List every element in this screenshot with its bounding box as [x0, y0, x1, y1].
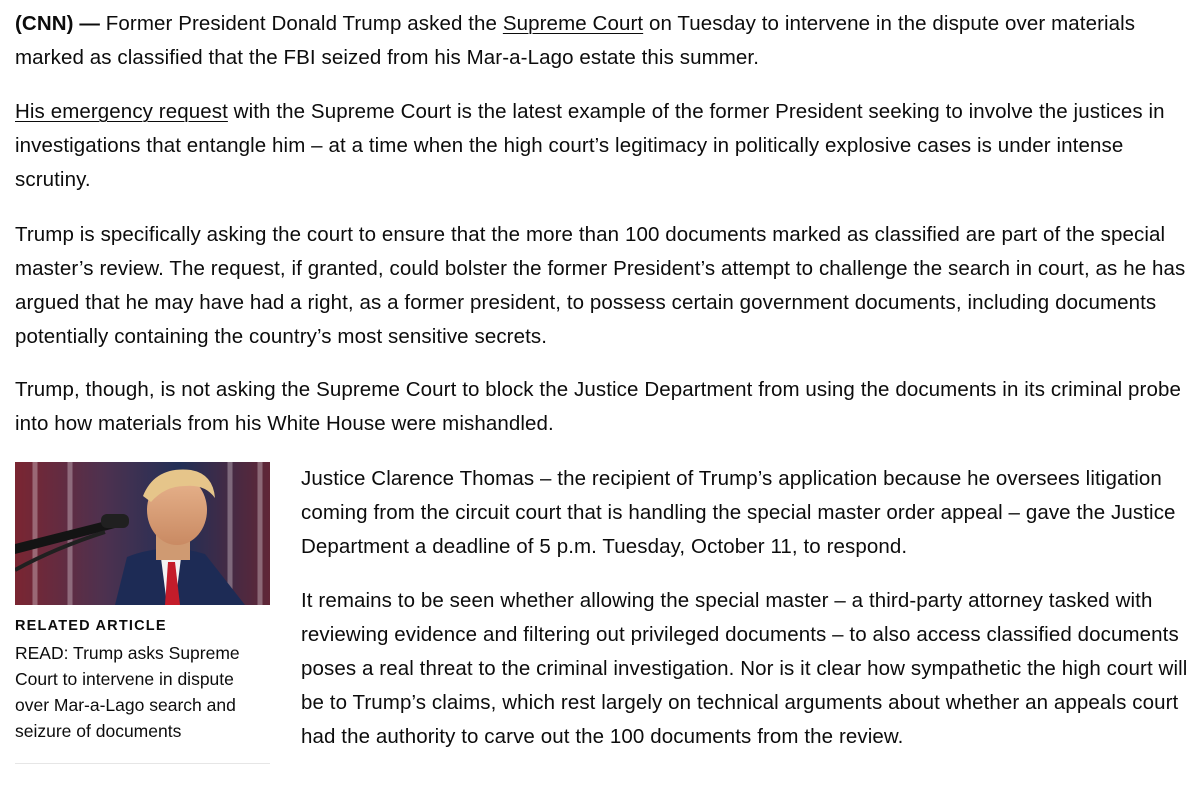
emergency-request-link[interactable]: His emergency request: [15, 100, 228, 123]
related-article-kicker: RELATED ARTICLE: [15, 618, 167, 634]
related-article-link[interactable]: READ: Trump asks Supreme Court to intervene in dispute over Mar-a-Lago search and seizure of documents: [15, 643, 240, 741]
paragraph-1-text-a: Former President Donald Trump asked the: [99, 12, 503, 35]
paragraph-3: Trump is specifically asking the court to ensure that the more than 100 documents marked as classified are part of the special master’s review. The request, if granted, could bolster the former President’s attempt to challenge the search in court, as he has argued that he may have had a right, as a former president, to possess certain government documents, including documents potentially containing the country’s most sensitive secrets.: [15, 223, 1186, 348]
paragraph-1-text-b: on Tuesday to intervene in the dispute over materials marked as classified that the FBI seized from his Mar-a-Lago estate this summer.: [15, 12, 1136, 69]
paragraph-6: It remains to be seen whether allowing the special master – a third-party attorney tasked with reviewing evidence and filtering out privileged documents – to also access classified documents poses a real threat to the criminal investigation. Nor is it clear how sympathetic the high court will be to Trump’s claims, which rest largely on technical arguments about whether an appeals court had the authority to carve out the 100 documents from the review.: [301, 589, 1188, 748]
paragraph-1: [15, 7, 1187, 75]
supreme-court-link[interactable]: Supreme Court: [502, 12, 644, 35]
related-article-image[interactable]: [15, 462, 270, 605]
related-article-divider: [15, 763, 270, 764]
paragraph-2: [15, 95, 1187, 197]
related-article: [15, 462, 270, 764]
source-label: (CNN) —: [15, 12, 100, 35]
paragraph-5: Justice Clarence Thomas – the recipient of Trump’s application because he oversees litigation coming from the circuit court that is handling the special master order appeal – gave the Justice Department a deadline of 5 p.m. Tuesday, October 11, to respond.: [301, 467, 1176, 558]
paragraph-2-text: with the Supreme Court is the latest example of the former President seeking to involve the justices in investigations that entangle him – at a time when the high court’s legitimacy in politically explosive cases is under intense scrutiny.: [15, 100, 1165, 191]
paragraph-4: Trump, though, is not asking the Supreme Court to block the Justice Department from using the documents in its criminal probe into how materials from his White House were mishandled.: [15, 378, 1181, 435]
